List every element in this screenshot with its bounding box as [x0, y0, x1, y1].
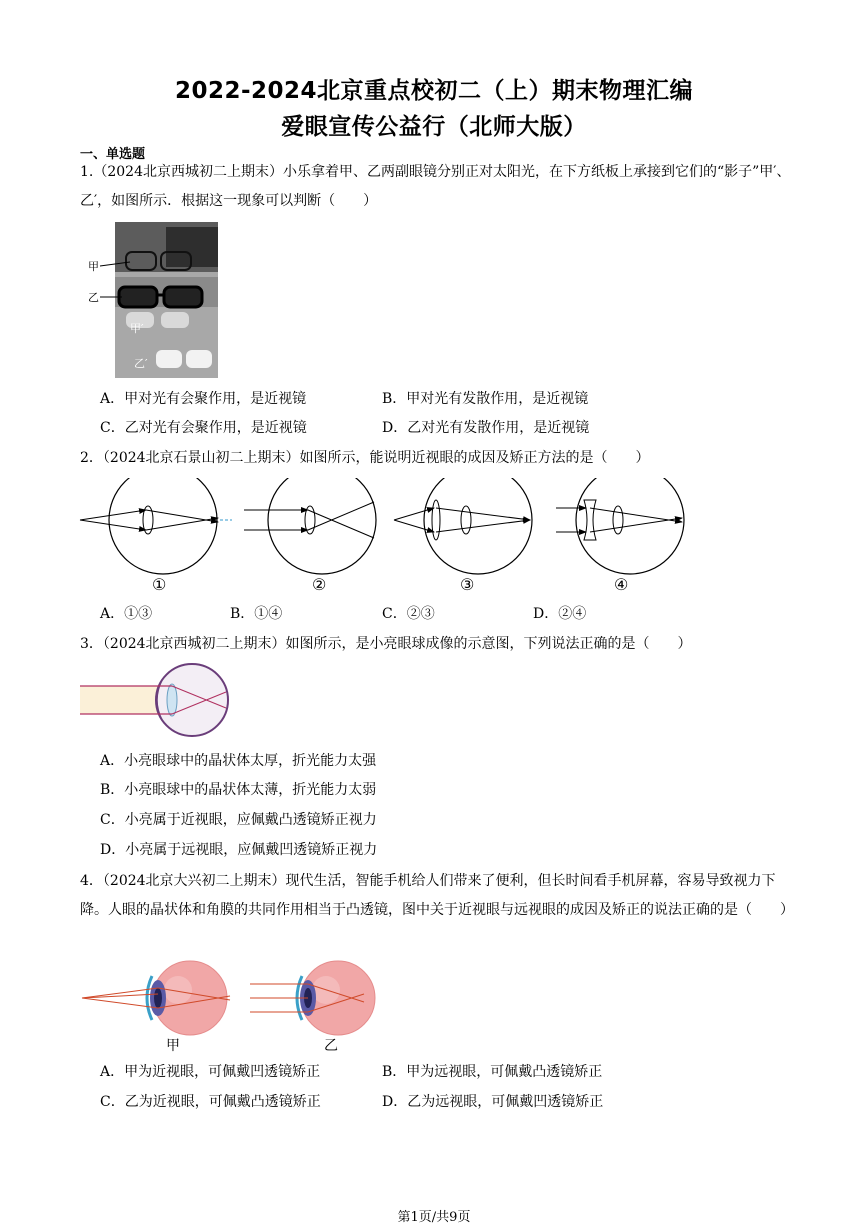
q3-option-a: A．小亮眼球中的晶状体太厚，折光能力太强: [100, 753, 377, 769]
question-4-text: 4．（2024北京大兴初二上期末）现代生活，智能手机给人们带来了便利，但长时间看手机屏幕，容易导致视力下降。人眼的晶状体和角膜的共同作用相当于凸透镜，图中关于近视眼与远视眼的成因及矫正的说法正确的是（ ）: [80, 873, 794, 918]
page-title: 2022-2024北京重点校初二（上）期末物理汇编: [174, 78, 694, 104]
q4-option-d: D．乙为远视眼，可佩戴凹透镜矫正: [382, 1094, 604, 1110]
page-subtitle: 爱眼宣传公益行（北师大版）: [281, 114, 587, 140]
figure-label-yi: 乙: [88, 291, 99, 304]
diagram-label-4: ④: [614, 575, 629, 594]
q1-option-c: C．乙对光有会聚作用，是近视镜: [100, 420, 307, 436]
q2-option-d: D．②④: [533, 606, 587, 622]
q1-option-b: B．甲对光有发散作用，是近视镜: [382, 391, 589, 407]
question-3-eye-diagram: [80, 660, 240, 740]
figure-label-yi-prime: 乙′: [134, 357, 148, 370]
section-heading: 一、单选题: [80, 147, 146, 162]
question-4-eye-diagrams: [80, 960, 380, 1052]
q3-option-d: D．小亮属于远视眼，应佩戴凹透镜矫正视力: [100, 842, 378, 858]
q2-option-a: A．①③: [100, 606, 153, 622]
figure-label-jia: 甲: [88, 260, 99, 273]
q4-option-a: A．甲为近视眼，可佩戴凹透镜矫正: [100, 1064, 321, 1080]
page-footer: 第1页/共9页: [397, 1210, 471, 1225]
q3-option-b: B．小亮眼球中的晶状体太薄，折光能力太弱: [100, 782, 377, 798]
diagram-label-2: ②: [312, 575, 327, 594]
q2-option-c: C．②③: [382, 606, 435, 622]
question-2-text: 2．（2024北京石景山初二上期末）如图所示，能说明近视眼的成因及矫正方法的是（ ）: [80, 450, 650, 466]
figure-label-jia-prime: 甲′: [130, 322, 144, 335]
q1-option-d: D．乙对光有发散作用，是近视镜: [382, 420, 590, 436]
question-3-text: 3．（2024北京西城初二上期末）如图所示，是小亮眼球成像的示意图，下列说法正确的是（ ）: [80, 636, 692, 652]
q1-option-a: A．甲对光有会聚作用，是近视镜: [100, 391, 307, 407]
q2-option-b: B．①④: [230, 606, 283, 622]
diagram-label-3: ③: [460, 575, 475, 594]
q3-option-c: C．小亮属于近视眼，应佩戴凸透镜矫正视力: [100, 812, 377, 828]
q4-option-b: B．甲为远视眼，可佩戴凸透镜矫正: [382, 1064, 603, 1080]
question-2-diagram: [78, 478, 688, 596]
q4-option-c: C．乙为近视眼，可佩戴凸透镜矫正: [100, 1094, 321, 1110]
question-1-text: 1.（2024北京西城初二上期末）小乐拿着甲、乙两副眼镜分别正对太阳光，在下方纸板上承接到它们的“影子”甲′、乙′，如图所示．根据这一现象可以判断（ ）: [80, 164, 791, 209]
eye-label-yi: 乙: [324, 1038, 338, 1052]
question-1-photo: [86, 222, 218, 378]
diagram-label-1: ①: [152, 575, 167, 594]
eye-label-jia: 甲: [166, 1038, 180, 1052]
